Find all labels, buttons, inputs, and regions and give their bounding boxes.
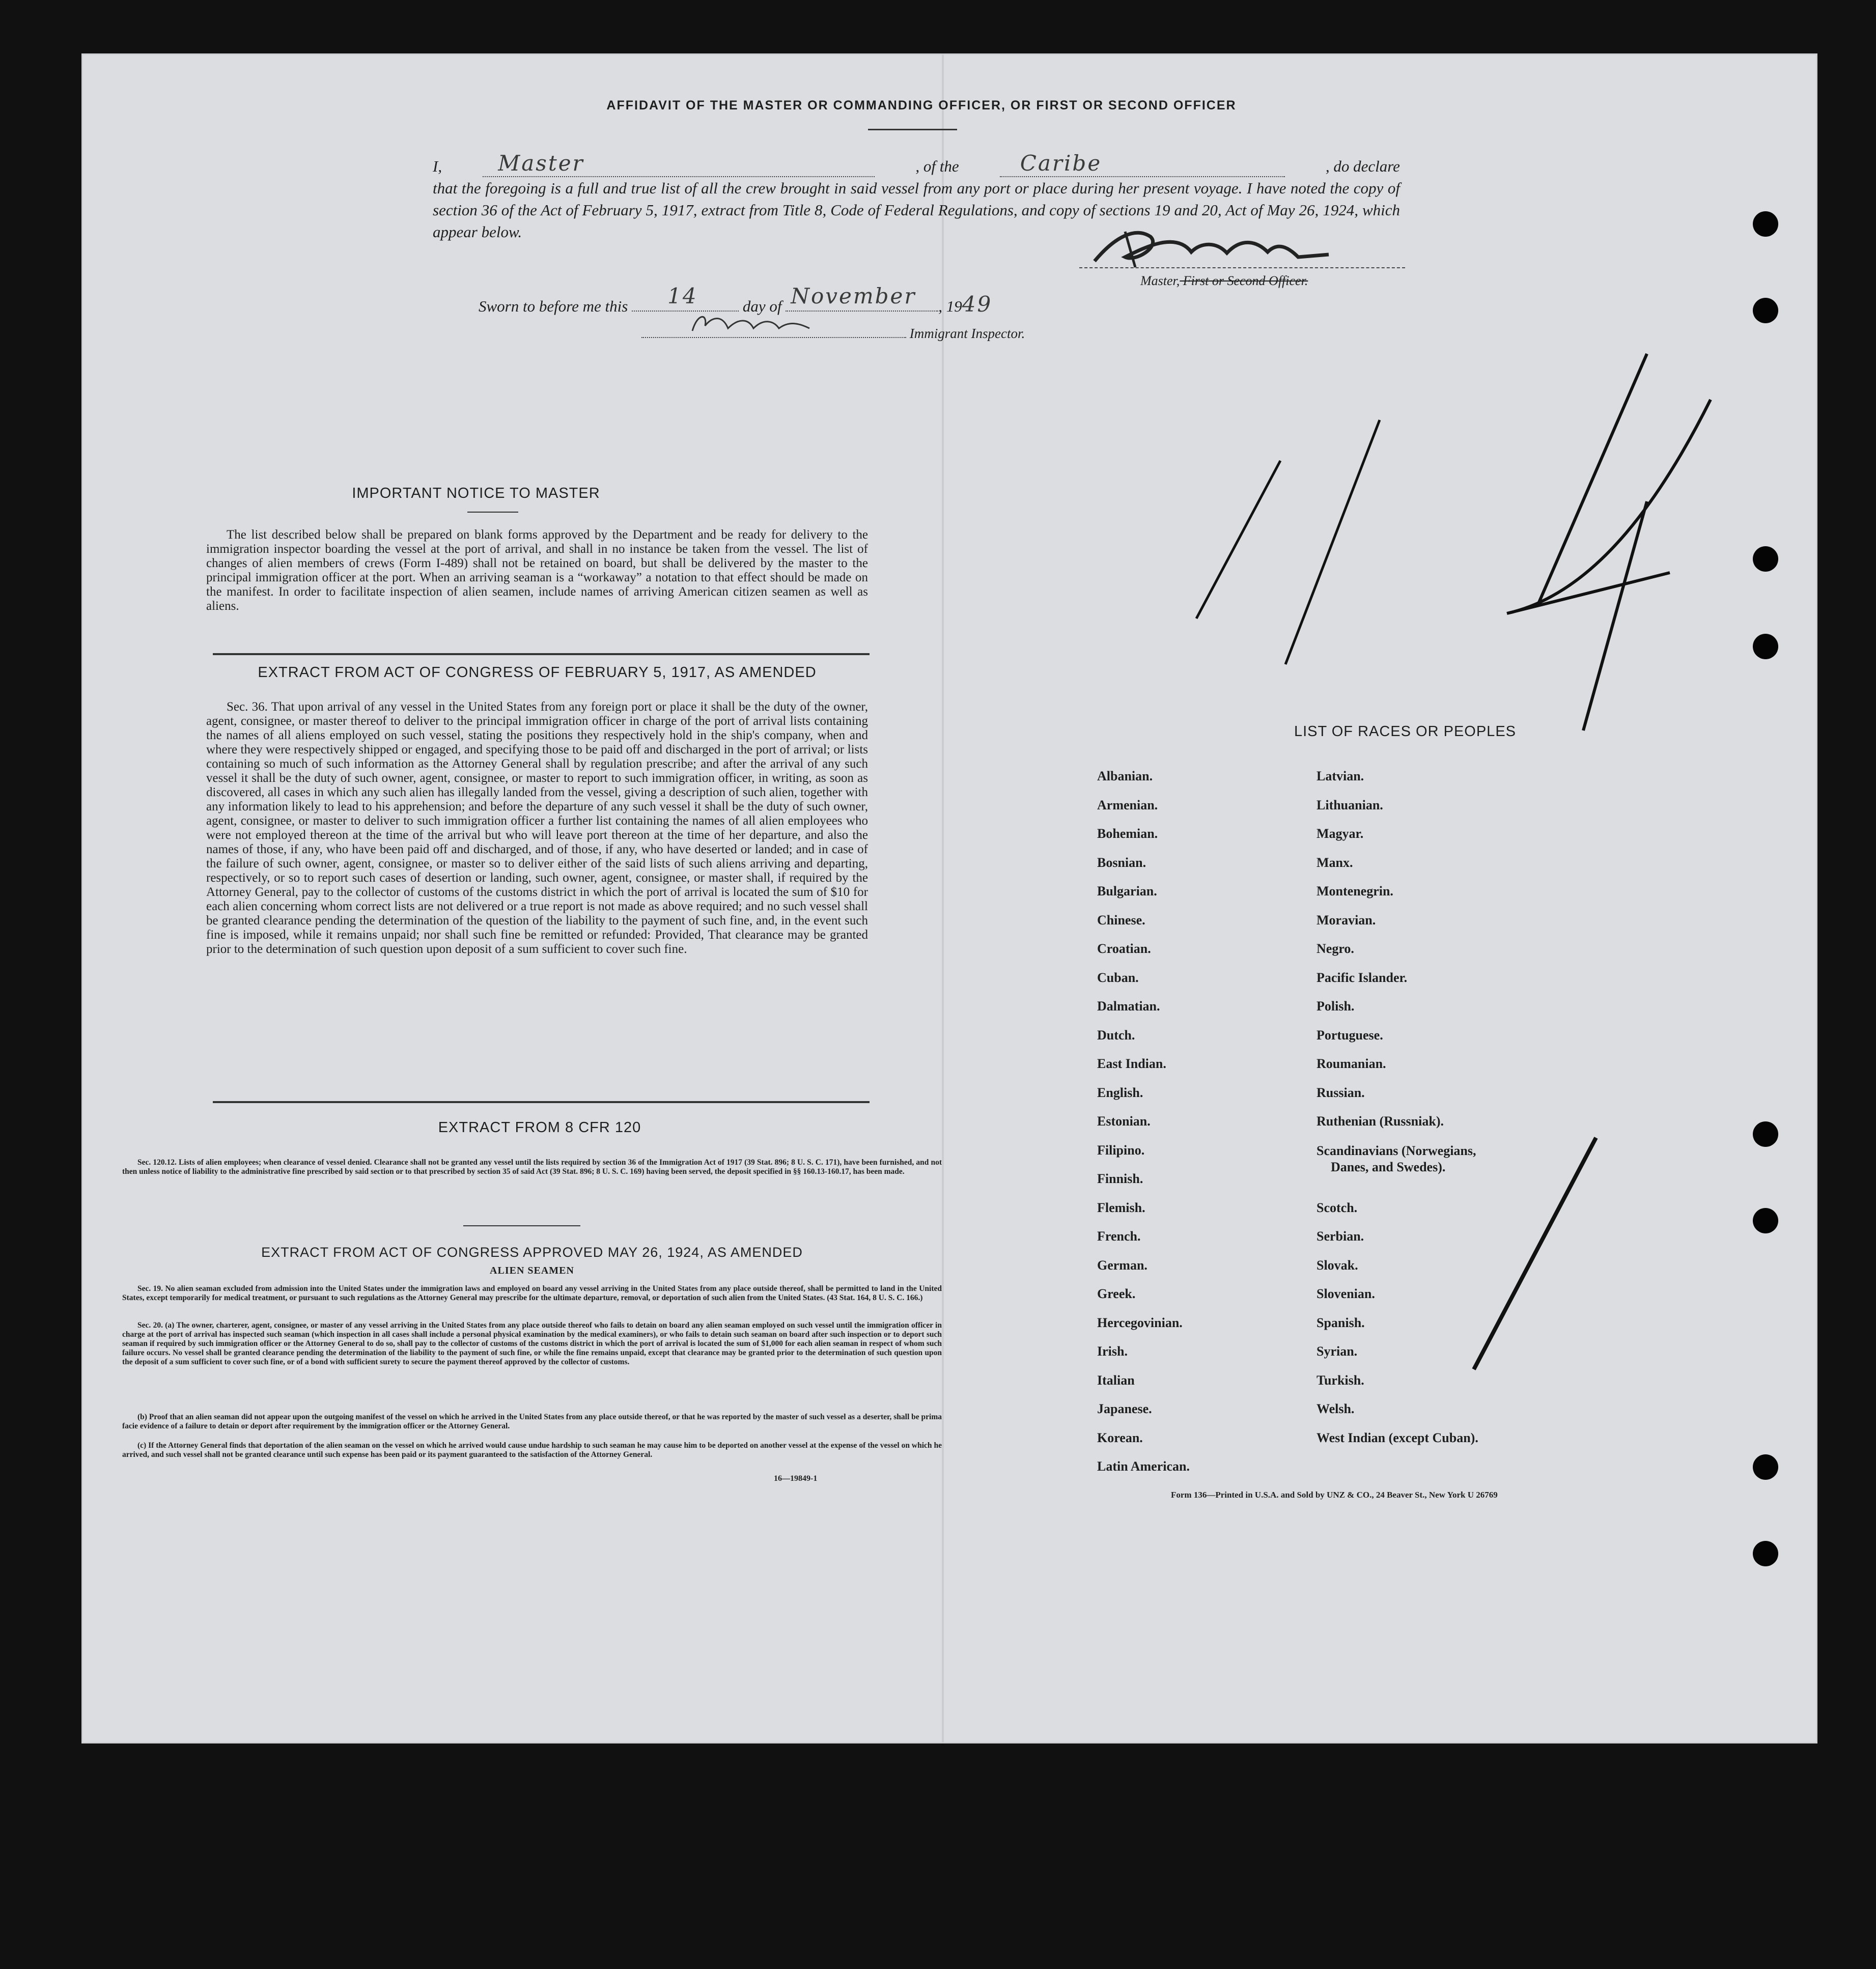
handwritten-month: November — [791, 284, 916, 308]
race-item: German. — [1097, 1257, 1147, 1273]
affidavit-i-label: I, — [433, 157, 442, 175]
race-item: Serbian. — [1317, 1229, 1364, 1244]
race-item: Pacific Islander. — [1317, 970, 1408, 985]
handwritten-year: 49 — [962, 292, 993, 317]
handwritten-day: 14 — [667, 284, 698, 308]
affidavit-title: AFFIDAVIT OF THE MASTER OR COMMANDING OFFICER, OR FIRST OR SECOND OFFICER — [606, 98, 1237, 112]
year-prefix: , 19 — [938, 297, 962, 315]
inspector-signature-field — [641, 337, 906, 338]
extract-cfr-title: EXTRACT FROM 8 CFR 120 — [438, 1119, 641, 1136]
document-page — [81, 53, 1817, 1743]
race-item: Lithuanian. — [1317, 797, 1383, 812]
race-item: Italian — [1097, 1372, 1135, 1388]
races-left-column — [1097, 769, 1190, 1488]
form-code: 16—19849-1 — [774, 1474, 818, 1483]
race-item: Latin American. — [1097, 1459, 1190, 1474]
race-item: Roumanian. — [1317, 1056, 1386, 1071]
race-item: Turkish. — [1317, 1372, 1364, 1388]
extract-cfr-text: Sec. 120.12. Lists of alien employees; when clearance of vessel denied. Clearance shall not be granted any vessel until the lists required by section 36 of the Immigration Act of 1917 (39 Stat. 896; 8 U. S. C. 171), have been furnished, and not then unless notice of liability to the administrative fine prescribed by said section or to that prescribed by section 35 of said Act (39 Stat. 896; 8 U. S. C. 169) having been served, the deposit specified in §§ 160.13-160.17, has been made. — [122, 1158, 942, 1176]
race-item: West Indian (except Cuban). — [1317, 1430, 1478, 1445]
race-item: Slovak. — [1317, 1257, 1358, 1273]
race-item: Armenian. — [1097, 797, 1158, 812]
race-item: English. — [1097, 1085, 1143, 1100]
race-item: Filipino. — [1097, 1142, 1145, 1158]
notice-text: The list described below shall be prepared on blank forms approved by the Department and be ready for delivery to the immigration inspector boarding the vessel at the port of arrival, and shall in no instance be taken from the vessel. The list of changes of alien members of crews (Form I-489) shall not be retained on board, but shall be delivered by the master to the principal immigration officer at the port. When an arriving seaman is a “workaway” a notation to that effect should be made on the manifest. In order to facilitate inspection of alien seamen, include names of arriving American citizen seamen as well as aliens. — [206, 528, 868, 613]
race-item: French. — [1097, 1229, 1141, 1244]
master-name-field — [483, 151, 875, 177]
race-item: Hercegovinian. — [1097, 1315, 1183, 1330]
race-item: East Indian. — [1097, 1056, 1166, 1071]
race-item: Albanian. — [1097, 769, 1153, 783]
race-item: Spanish. — [1317, 1315, 1365, 1330]
officer-label — [1140, 273, 1308, 289]
extract-1924-sec19: Sec. 19. No alien seaman excluded from admission into the United States under the immigration laws and employed on board any vessel arriving in the United States from any place outside thereof, shall be permitted to land in the United States, except temporarily for medical treatment, or pursuant to such regulations as the Attorney General may prescribe for the ultimate departure, removal, or deportation of such alien from the United States. (43 Stat. 164, 8 U. S. C. 166.) — [122, 1284, 942, 1302]
binder-hole — [1753, 1541, 1778, 1566]
race-item: Slovenian. — [1317, 1286, 1375, 1301]
section-divider — [213, 653, 870, 655]
notice-title: IMPORTANT NOTICE TO MASTER — [352, 485, 600, 501]
section-divider — [213, 1101, 870, 1103]
race-item: Finnish. — [1097, 1171, 1143, 1186]
binder-hole — [1753, 1208, 1778, 1233]
handwritten-name: Master — [498, 151, 584, 176]
race-item: Moravian. — [1317, 912, 1376, 927]
race-item: Portuguese. — [1317, 1027, 1383, 1043]
handwritten-tally — [1176, 308, 1787, 792]
race-item: Cuban. — [1097, 970, 1139, 985]
title-rule — [868, 129, 957, 130]
vessel-name-field — [1000, 151, 1285, 177]
extract-1924-subtitle: ALIEN SEAMEN — [490, 1265, 574, 1276]
extract-1917-title: EXTRACT FROM ACT OF CONGRESS OF FEBRUARY 5, 1917, AS AMENDED — [258, 664, 817, 681]
notice-rule — [467, 512, 518, 513]
of-the-label: , of the — [915, 157, 959, 175]
extract-1924-title: EXTRACT FROM ACT OF CONGRESS APPROVED MAY 26, 1924, AS AMENDED — [261, 1245, 803, 1260]
race-item: Latvian. — [1317, 769, 1364, 783]
race-item: Scotch. — [1317, 1200, 1358, 1215]
race-item: Magyar. — [1317, 826, 1364, 841]
handwritten-vessel: Caribe — [1020, 151, 1102, 176]
race-item: Croatian. — [1097, 941, 1151, 956]
race-item: Estonian. — [1097, 1114, 1151, 1129]
race-item: Dalmatian. — [1097, 999, 1160, 1014]
sworn-prefix: Sworn to before me this — [479, 297, 628, 315]
race-item: Russian. — [1317, 1085, 1365, 1100]
race-item: Scandinavians (Norwegians, Danes, and Swedes). — [1317, 1143, 1476, 1174]
race-item: Bosnian. — [1097, 855, 1146, 870]
race-item: Montenegrin. — [1317, 884, 1393, 898]
race-item: Ruthenian (Russniak). — [1317, 1114, 1444, 1129]
inspector-line — [641, 326, 1025, 342]
extract-1917-text: Sec. 36. That upon arrival of any vessel in the United States from any foreign port or place it shall be the duty of the owner, agent, consignee, or master thereof to deliver to the principal immigration officer in charge of the port of arrival lists containing the names of all aliens employed on such vessel, stating the positions they respectively hold in the ship's company, when and where they were respectively shipped or engaged, and specifying those to be paid off and discharged in the port of arrival; or lists containing so much of such information as the Attorney General shall by regulation prescribe; and after the arrival of any such vessel it shall be the duty of such owner, agent, consignee, or master to report to such immigration officer, in writing, as soon as discovered, all cases in which any such alien has illegally landed from the vessel, giving a description of such alien, together with any information likely to lead to his apprehension; and before the departure of any such vessel it shall be the duty of such owner, agent, consignee, or master to deliver to such immigration officer a further list containing the names of all alien employees who were not employed thereon at the time of the arrival but who will leave port thereon at the time of her departure, and also the names of those, if any, who have been paid off and discharged, and of those, if any, who have deserted or landed; and in case of the failure of such owner, agent, consignee, or master so to deliver either of the said lists of such aliens arriving and departing, respectively, or so to report such cases of desertion or landing, such owner, agent, consignee, or master shall, if required by the Attorney General, pay to the collector of customs of the customs district in which the port of arrival is located the sum of $10 for each alien concerning whom correct lists are not delivered or a true report is not made as above required; and no such vessel shall be granted clearance pending the determination of the question of the liability to the payment of such fine, and, in the event such fine is imposed, while it remains unpaid; nor shall such fine be remitted or refunded: Provided, That clearance may be granted prior to the determination of such question upon deposit of a sum sufficient to cover such fine. — [206, 700, 868, 956]
inspector-label: Immigrant Inspector. — [909, 326, 1025, 341]
inspector-signature — [687, 311, 820, 336]
race-item: Greek. — [1097, 1286, 1136, 1301]
binder-hole — [1753, 1121, 1778, 1147]
handwritten-slash — [1456, 1133, 1609, 1377]
race-item: Bohemian. — [1097, 826, 1158, 841]
race-item: Dutch. — [1097, 1027, 1135, 1043]
race-item: Manx. — [1317, 855, 1353, 870]
officer-signature-line — [1079, 267, 1405, 268]
section-divider — [463, 1225, 580, 1226]
officer-label-master: Master, — [1140, 273, 1180, 288]
race-item: Welsh. — [1317, 1401, 1355, 1416]
race-item: Korean. — [1097, 1430, 1143, 1445]
race-item: Polish. — [1317, 999, 1355, 1014]
race-item: Chinese. — [1097, 912, 1145, 927]
form-footer: Form 136—Printed in U.S.A. and Sold by UNZ & CO., 24 Beaver St., New York U 26769 — [1171, 1490, 1498, 1500]
race-item: Negro. — [1317, 941, 1354, 956]
officer-label-struck: First or Second Officer. — [1180, 273, 1308, 288]
day-of-label: day of — [742, 297, 782, 315]
race-item: Flemish. — [1097, 1200, 1145, 1215]
do-declare-label: , do declare — [1325, 157, 1400, 175]
extract-1924-sec20c: (c) If the Attorney General finds that deportation of the alien seaman on the vessel on which he arrived would cause undue hardship to such seaman he may cause him to be deported on another vessel at the expense of the vessel on which he arrived, and such vessel shall not be granted clearance until such expense has been paid or its payment guaranteed to the satisfaction of the Attorney General. — [122, 1441, 942, 1459]
binder-hole — [1753, 211, 1778, 237]
race-item: Syrian. — [1317, 1344, 1358, 1359]
binder-hole — [1753, 1454, 1778, 1480]
race-item: Japanese. — [1097, 1401, 1152, 1416]
affidavit-body: that the foregoing is a full and true list of all the crew brought in said vessel from any port or place during her present voyage. I have noted the copy of section 36 of the Act of February 5, 1917, extract from Title 8, Code of Federal Regulations, and copy of sections 19 and 20, Act of May 26, 1924, which appear below. — [433, 179, 1400, 241]
race-item: Bulgarian. — [1097, 884, 1157, 898]
extract-1924-sec20a: Sec. 20. (a) The owner, charterer, agent, consignee, or master of any vessel arriving in the United States from any place outside thereof who fails to detain on board any alien seaman employed on such vessel until the immigration officer in charge at the port of arrival has inspected such seaman (which inspection in all cases shall include a personal physical examination by the medical examiners), or who fails to detain such seaman on board after such inspection or to deport such seaman if required by such immigration officer or the Attorney General to do so, shall pay to the collector of customs of the customs district in which the port of arrival is located the sum of $1,000 for each alien seaman in respect of whom such failure occurs. No vessel shall be granted clearance pending the determination of the liability to the payment of such fine, or while the fine remains unpaid, except that clearance may be granted prior to the determination of such question upon the deposit of a sum sufficient to cover such fine, or of a bond with sufficient surety to secure the payment thereof approved by the collector of customs. — [122, 1321, 942, 1366]
races-title: LIST OF RACES OR PEOPLES — [1294, 723, 1517, 740]
master-signature — [1074, 221, 1359, 272]
extract-1924-sec20b: (b) Proof that an alien seaman did not appear upon the outgoing manifest of the vessel on which he arrived in the United States from any place outside thereof, or that he was reported by the master of such vessel as a deserter, shall be prima facie evidence of a failure to detain or deport after requirement by the immigration officer or the Attorney General. — [122, 1413, 942, 1430]
race-item: Irish. — [1097, 1344, 1128, 1359]
